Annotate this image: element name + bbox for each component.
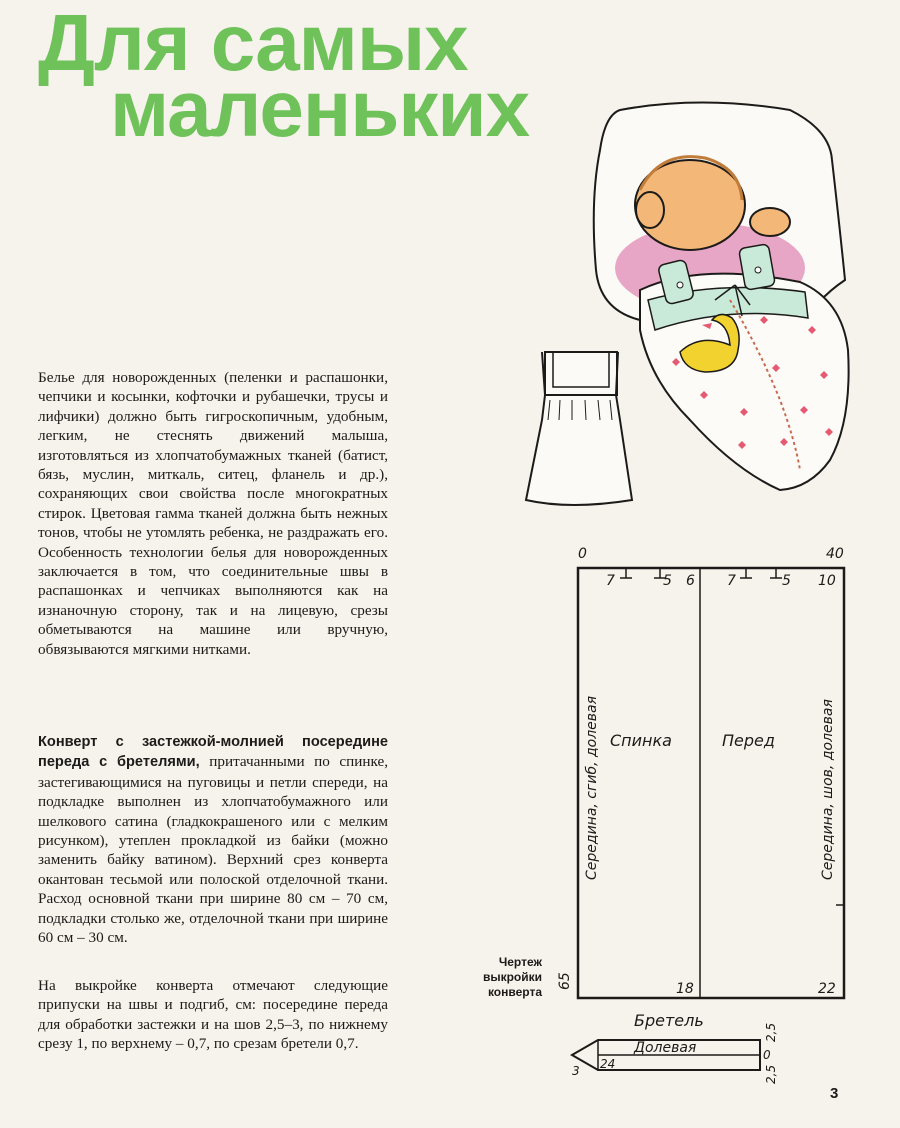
envelope-paragraph (38, 732, 388, 947)
mark-label: 5 (663, 573, 672, 589)
title-line-2: маленьких (110, 64, 530, 153)
strap-left-label: 3 (572, 1064, 580, 1078)
envelope-description: притачанными по спинке, застегивающимися на пуговицы и петли спереди, на подкладке выполнен из хлопчатобумажного или шелкового сатина (гладкокрашеного или с мелким рисунком), утеплен прокладкой из байки (можно заменить байку ватином). Верхний срез конверта окантован тесьмой или полоской отделочной ткани. Расход основной ткани при ширине 80 см – 70 см, подкладки столько же, отделочной ткани при ширине 60 см – 30 см. (38, 753, 389, 947)
intro-paragraph: Белье для новорожденных (пеленки и распашонки, чепчики и косынки, кофточки и рубашечки, трусы и лифчики) должно быть гигроскопичным, удобным, легким, не стеснять движений малыша, изготовляться из хлопчатобумажных тканей (батист, бязь, муслин, миткаль, ситец, фланель и др.), сохраняющих свои свойства после многократных стирок. Цветовая гамма тканей должна быть нежных тонов, чтобы не утомлять ребенка, не раздражать его. Особенность технологии белья для новорожденных заключается в том, что соединительные швы в распашонках и чепчиках выполняются как на изнаночную сторону, так и на лицевую, срезы обметываются на машине или вручную, обвязываются мягкими нитками. (38, 369, 388, 658)
strap-width-bottom: 2,5 (764, 1064, 778, 1084)
mark-label: 10 (818, 573, 836, 589)
left-side-label: Середина, сгиб, долевая (584, 695, 600, 880)
mark-label: 6 (686, 573, 695, 589)
top-tick-marks (620, 568, 782, 578)
strap-width-top: 2,5 (764, 1022, 778, 1042)
mark-label: 7 (606, 573, 615, 589)
allowance-paragraph: На выкройке конверта отмечают следующие припуски на швы и подгиб, см: посередине переда для обработки застежки и на шов 2,5–3, по нижнему срезу 1, по верхнему – 0,7, по срезам бретели 0,7. (38, 977, 388, 1053)
pattern-origin-label: 0 (578, 546, 587, 562)
strap-grain-label: Долевая (634, 1040, 697, 1056)
pattern-width-label: 40 (826, 546, 844, 562)
bottom-mark: 22 (818, 981, 836, 997)
strap-zero-label: 0 (763, 1048, 771, 1062)
envelope-heading: Конверт с застежкой-молнией посередине переда с бретелями, (38, 734, 388, 771)
height-label: 65 (557, 972, 573, 990)
mark-label: 7 (727, 573, 736, 589)
pattern-caption: Чертеж выкройки конверта (482, 955, 542, 999)
right-side-label: Середина, шов, долевая (820, 699, 836, 880)
back-piece-label: Спинка (610, 731, 672, 750)
strap-title: Бретель (634, 1011, 704, 1030)
pattern-outline (578, 568, 844, 998)
page-number: 3 (830, 1085, 839, 1102)
title-line-1: Для самых (38, 0, 468, 87)
front-piece-label: Перед (722, 731, 775, 750)
bottom-mark: 18 (676, 981, 694, 997)
mark-label: 5 (782, 573, 791, 589)
strap-length-label: 24 (600, 1057, 616, 1071)
